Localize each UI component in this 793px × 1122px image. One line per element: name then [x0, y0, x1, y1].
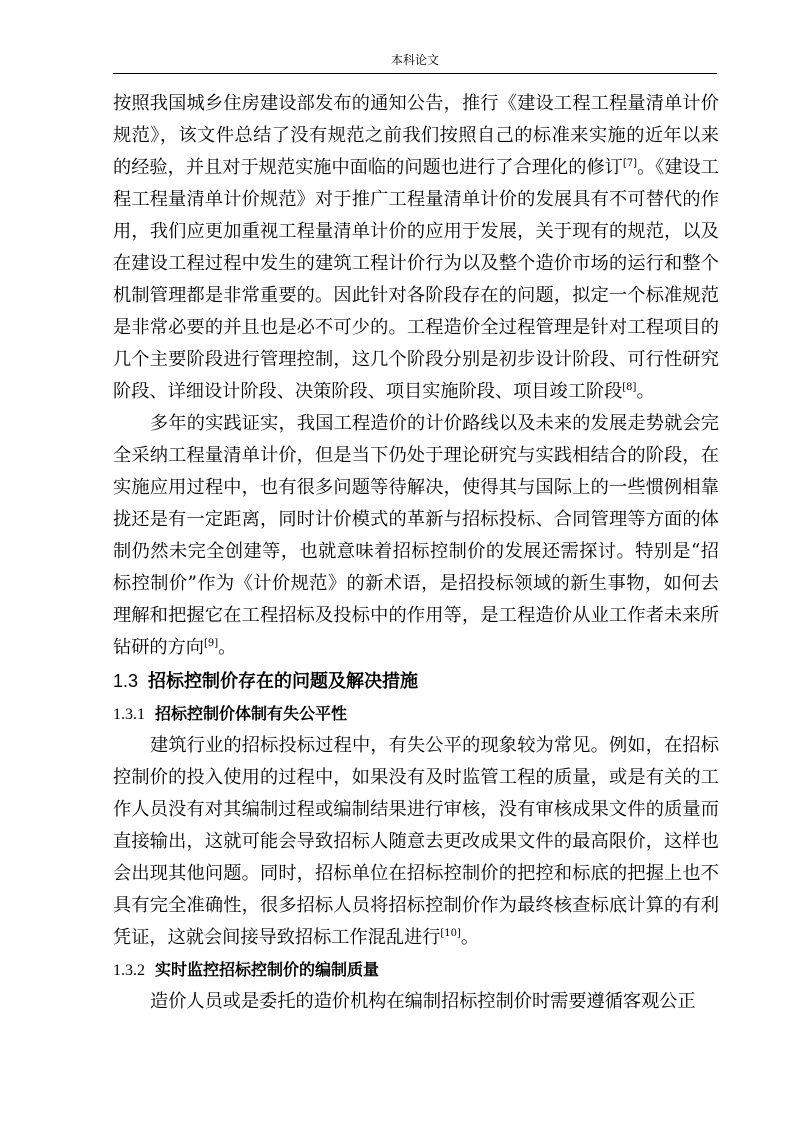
paragraph-text: 。《建设工程工程量清单计价规范》对于推广工程量清单计价的发展具有不可替代的作用，我们应更加重视工程量清单计价的应用于发展，关于现有的规范，以及在建设工程过程中发生的建筑工程计价行为以及整个造价市场的运行和整个机制管理都是非常重要的。因此针对各阶段存在的问题，拟定一个标准规范是非常必要的并且也是必不可少的。工程造价全过程管理是针对工程项目的几个主要阶段进行管理控制，这几个阶段分别是初步设计阶段、可行性研究阶段、详细设计阶段、决策阶段、项目实施阶段、项目竣工阶段: [113, 157, 719, 402]
paragraph: [113, 88, 719, 408]
paragraph-text: 多年的实践证实，我国工程造价的计价路线以及未来的发展走势就会完全采纳工程量清单计价，但是当下仍处于理论研究与实践相结合的阶段，在实施应用过程中，也有很多问题等待解决，使得其与国际上的一些惯例相靠拢还是有一定距离，同时计价模式的革新与招标投标、合同管理等方面的体制仍然未完全创建等，也就意味着招标控制价的发展还需探讨。特别是“招标控制价”作为《计价规范》的新术语，是招投标领域的新生事物，如何去理解和把握它在工程招标及投标中的作用等，是工程造价从业工作者未来所钻研的方向: [113, 413, 719, 658]
subsection-title: 实时监控招标控制价的编制质量: [155, 960, 380, 979]
page-header: [113, 52, 717, 68]
subsection-title: 招标控制价体制有失公平性: [155, 704, 348, 723]
section-title: 招标控制价存在的问题及解决措施: [148, 671, 419, 692]
paragraph-end: 。: [218, 637, 237, 658]
paragraph: [113, 730, 719, 954]
citation-9: [9]: [203, 638, 219, 649]
paragraph-end: 。: [460, 927, 480, 948]
citation-10: [10]: [440, 928, 461, 939]
subsection-number: 1.3.2: [113, 962, 145, 979]
citation-7: [7]: [622, 158, 638, 169]
paragraph-text: 造价人员或是委托的造价机构在编制招标控制价时需要遵循客观公正: [150, 991, 696, 1012]
section-number: 1.3: [113, 671, 139, 691]
citation-8: [8]: [622, 382, 637, 393]
paragraph-text: 按照我国城乡住房建设部发布的通知公告，推行《建设工程工程量清单计价规范》，该文件总结了没有规范之前我们按照自己的标准来实施的近年以来的经验，并且对于规范实施中面临的问题也进行了合理化的修订: [113, 93, 719, 178]
section-heading-1-3: [113, 664, 719, 698]
header-title: 本科论文: [390, 53, 439, 67]
document-body: [113, 88, 719, 1018]
subsection-number: 1.3.1: [113, 706, 145, 723]
subsection-heading-1-3-2: [113, 954, 719, 986]
paragraph: [113, 986, 719, 1018]
subsection-heading-1-3-1: [113, 698, 719, 730]
header-divider: [113, 73, 717, 74]
paragraph-end: 。: [636, 381, 655, 402]
paragraph-text: 建筑行业的招标投标过程中，有失公平的现象较为常见。例如，在招标控制价的投入使用的过程中，如果没有及时监管工程的质量，或是有关的工作人员没有对其编制过程或编制结果进行审核，没有审核成果文件的质量而直接输出，这就可能会导致招标人随意去更改成果文件的最高限价，这样也会出现其他问题。同时，招标单位在招标控制价的把控和标底的把握上也不具有完全准确性，很多招标人员将招标控制价作为最终核查标底计算的有利凭证，这就会间接导致招标工作混乱进行: [113, 735, 719, 948]
paragraph: [113, 408, 719, 664]
